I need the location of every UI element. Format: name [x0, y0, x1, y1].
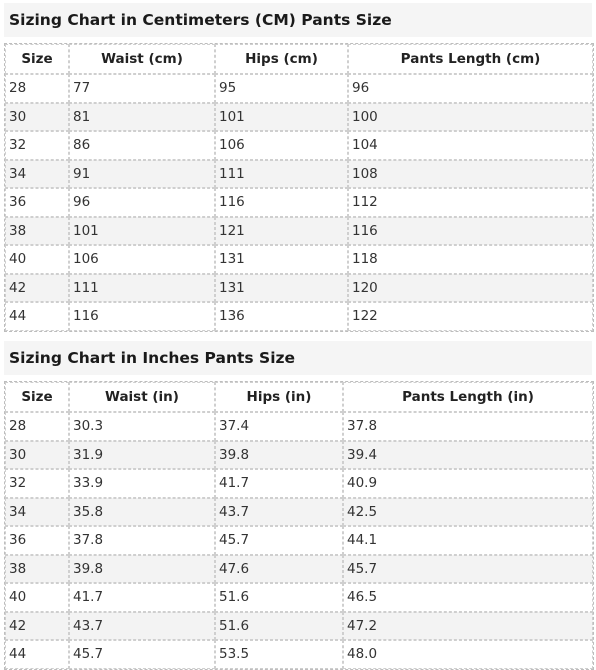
cell-hips: 41.7 [215, 469, 343, 498]
cell-waist: 35.8 [69, 498, 215, 527]
cell-size: 30 [5, 441, 69, 470]
cell-length: 112 [348, 188, 593, 217]
cell-hips: 39.8 [215, 441, 343, 470]
table-row [5, 640, 593, 669]
cell-waist: 41.7 [69, 583, 215, 612]
cell-length: 108 [348, 160, 593, 189]
column-header-length: Pants Length (cm) [348, 44, 593, 74]
cell-size: 44 [5, 640, 69, 669]
inch-sizing-table [4, 381, 594, 670]
cell-size: 44 [5, 302, 69, 331]
table-row [5, 583, 593, 612]
cell-waist: 91 [69, 160, 215, 189]
table-row [5, 103, 593, 132]
cell-size: 34 [5, 498, 69, 527]
cell-waist: 45.7 [69, 640, 215, 669]
inch-sizing-section [4, 341, 592, 670]
cell-length: 118 [348, 245, 593, 274]
table-row [5, 217, 593, 246]
cell-length: 116 [348, 217, 593, 246]
table-row [5, 274, 593, 303]
cell-waist: 106 [69, 245, 215, 274]
column-header-hips: Hips (cm) [215, 44, 348, 74]
column-header-length: Pants Length (in) [343, 382, 593, 412]
inch-table-body [5, 412, 593, 669]
table-row [5, 412, 593, 441]
cell-waist: 30.3 [69, 412, 215, 441]
cell-hips: 121 [215, 217, 348, 246]
cell-length: 100 [348, 103, 593, 132]
column-header-waist: Waist (in) [69, 382, 215, 412]
cell-length: 40.9 [343, 469, 593, 498]
cell-length: 104 [348, 131, 593, 160]
cm-table-body [5, 74, 593, 331]
column-header-hips: Hips (in) [215, 382, 343, 412]
table-row [5, 160, 593, 189]
table-header-row [5, 382, 593, 412]
cell-length: 45.7 [343, 555, 593, 584]
cell-hips: 95 [215, 74, 348, 103]
column-header-waist: Waist (cm) [69, 44, 215, 74]
cell-waist: 96 [69, 188, 215, 217]
cell-waist: 116 [69, 302, 215, 331]
cell-length: 96 [348, 74, 593, 103]
cell-length: 39.4 [343, 441, 593, 470]
inch-chart-title: Sizing Chart in Inches Pants Size [4, 341, 592, 375]
cell-length: 42.5 [343, 498, 593, 527]
cell-length: 48.0 [343, 640, 593, 669]
cell-length: 47.2 [343, 612, 593, 641]
table-row [5, 131, 593, 160]
table-row [5, 498, 593, 527]
cell-size: 42 [5, 612, 69, 641]
cell-hips: 111 [215, 160, 348, 189]
cell-size: 32 [5, 131, 69, 160]
cm-chart-title: Sizing Chart in Centimeters (CM) Pants Size [4, 3, 592, 37]
table-row [5, 526, 593, 555]
cell-waist: 77 [69, 74, 215, 103]
cell-waist: 39.8 [69, 555, 215, 584]
cell-waist: 81 [69, 103, 215, 132]
cell-waist: 33.9 [69, 469, 215, 498]
cell-size: 40 [5, 245, 69, 274]
cell-hips: 101 [215, 103, 348, 132]
cell-hips: 116 [215, 188, 348, 217]
cell-size: 28 [5, 412, 69, 441]
cell-size: 30 [5, 103, 69, 132]
cell-size: 40 [5, 583, 69, 612]
cell-hips: 51.6 [215, 612, 343, 641]
cell-length: 44.1 [343, 526, 593, 555]
cell-waist: 37.8 [69, 526, 215, 555]
cell-size: 42 [5, 274, 69, 303]
table-row [5, 469, 593, 498]
cell-size: 38 [5, 217, 69, 246]
table-row [5, 441, 593, 470]
cell-length: 122 [348, 302, 593, 331]
column-header-size: Size [5, 382, 69, 412]
cell-waist: 111 [69, 274, 215, 303]
cell-hips: 45.7 [215, 526, 343, 555]
cm-sizing-section [4, 3, 592, 332]
cell-waist: 101 [69, 217, 215, 246]
cell-length: 37.8 [343, 412, 593, 441]
cell-hips: 43.7 [215, 498, 343, 527]
cell-size: 38 [5, 555, 69, 584]
table-row [5, 188, 593, 217]
cell-waist: 43.7 [69, 612, 215, 641]
cell-length: 120 [348, 274, 593, 303]
table-header-row [5, 44, 593, 74]
cell-hips: 106 [215, 131, 348, 160]
cell-size: 32 [5, 469, 69, 498]
cell-hips: 131 [215, 274, 348, 303]
cell-hips: 136 [215, 302, 348, 331]
table-row [5, 612, 593, 641]
cm-sizing-table [4, 43, 594, 332]
cell-waist: 86 [69, 131, 215, 160]
cell-size: 36 [5, 188, 69, 217]
cell-size: 36 [5, 526, 69, 555]
cell-size: 28 [5, 74, 69, 103]
cell-length: 46.5 [343, 583, 593, 612]
cell-hips: 131 [215, 245, 348, 274]
table-row [5, 555, 593, 584]
cell-size: 34 [5, 160, 69, 189]
table-row [5, 74, 593, 103]
cell-hips: 47.6 [215, 555, 343, 584]
cell-hips: 53.5 [215, 640, 343, 669]
column-header-size: Size [5, 44, 69, 74]
cell-hips: 51.6 [215, 583, 343, 612]
table-row [5, 245, 593, 274]
cell-hips: 37.4 [215, 412, 343, 441]
cell-waist: 31.9 [69, 441, 215, 470]
table-row [5, 302, 593, 331]
